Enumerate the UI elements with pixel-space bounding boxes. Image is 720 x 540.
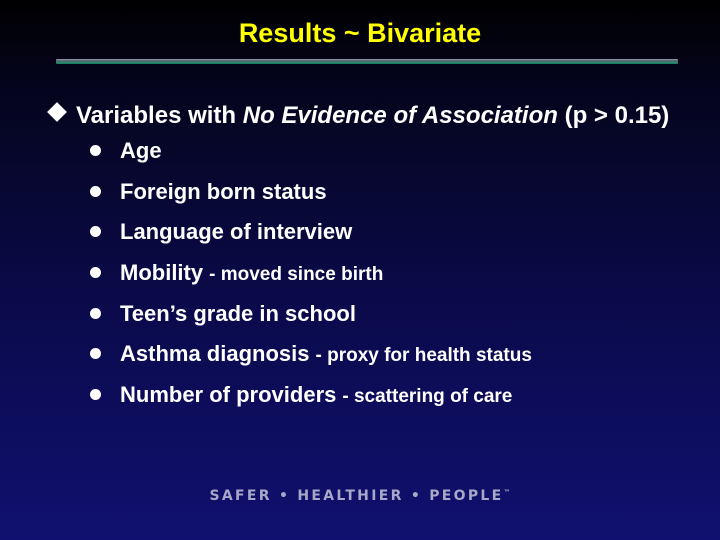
list-item bbox=[90, 382, 704, 423]
list-item-note: - moved since birth bbox=[209, 264, 384, 286]
main-bullet bbox=[44, 98, 704, 134]
list-item-label: Teen’s grade in school bbox=[120, 300, 356, 326]
footer-tagline-text: SAFER • HEALTHIER • PEOPLE bbox=[209, 488, 504, 504]
round-bullet-icon bbox=[90, 145, 101, 156]
list-item-label: Language of interview bbox=[120, 219, 353, 245]
footer-tagline bbox=[0, 488, 720, 504]
round-bullet-icon bbox=[90, 308, 101, 319]
list-item-note: - scattering of care bbox=[342, 386, 513, 408]
list-item-label: Age bbox=[120, 138, 162, 163]
list-item bbox=[90, 301, 704, 342]
main-bullet-lead: Variables with bbox=[76, 102, 243, 129]
list-item-label: Number of providers bbox=[120, 382, 337, 408]
main-bullet-text bbox=[76, 98, 696, 134]
main-bullet-trail: (p > 0.15) bbox=[557, 102, 670, 129]
list-item bbox=[90, 341, 704, 382]
round-bullet-icon bbox=[90, 267, 101, 278]
trademark-symbol: ™ bbox=[503, 488, 511, 497]
slide-title: Results ~ Bivariate bbox=[238, 18, 482, 48]
main-bullet-emphasis: No Evidence of Association bbox=[242, 102, 558, 129]
list-item-label: Asthma diagnosis bbox=[120, 341, 310, 367]
list-item-note: - proxy for health status bbox=[315, 345, 532, 367]
round-bullet-icon bbox=[90, 348, 101, 359]
diamond-bullet-icon bbox=[44, 98, 76, 134]
round-bullet-icon bbox=[90, 186, 101, 197]
round-bullet-icon bbox=[90, 226, 101, 237]
title-divider bbox=[56, 59, 678, 64]
list-item bbox=[90, 179, 704, 220]
list-item-label: Mobility bbox=[120, 260, 204, 286]
list-item bbox=[90, 260, 704, 301]
variable-list bbox=[44, 138, 704, 423]
list-item-label: Foreign born status bbox=[120, 178, 327, 204]
slide-content bbox=[44, 98, 704, 423]
list-item bbox=[90, 138, 704, 179]
list-item bbox=[90, 219, 704, 260]
round-bullet-icon bbox=[90, 389, 101, 400]
